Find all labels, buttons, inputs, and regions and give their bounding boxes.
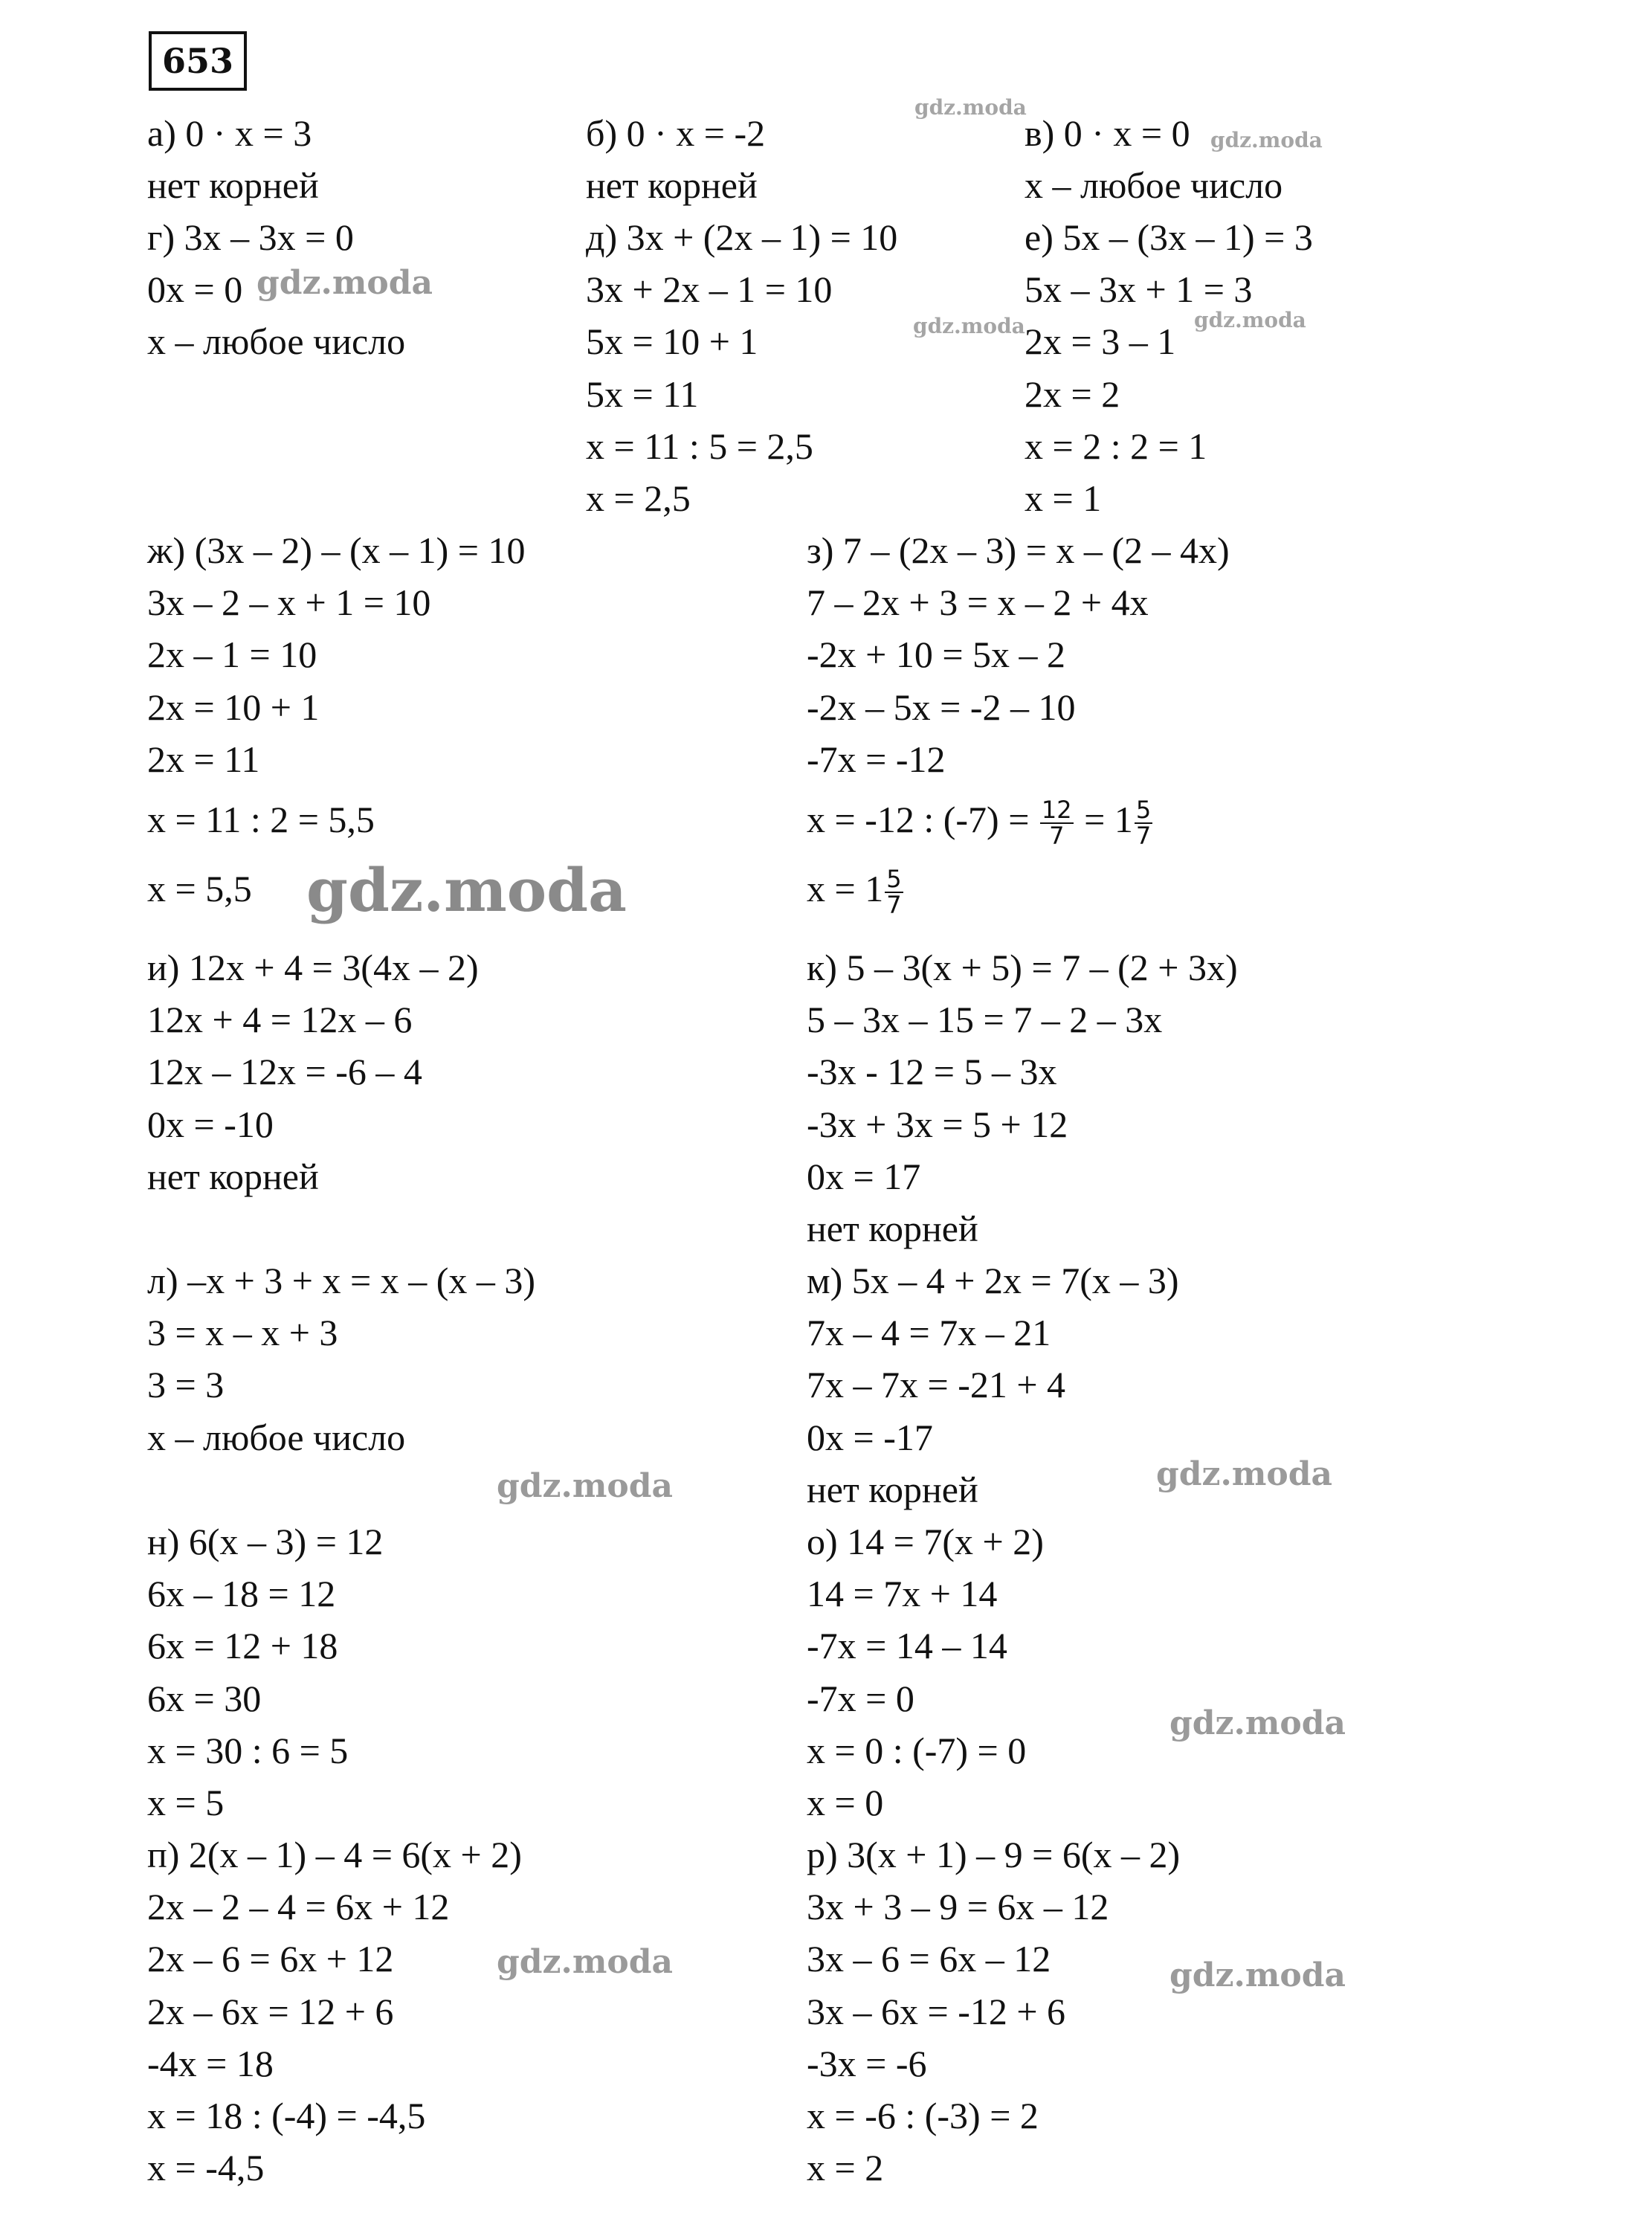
solution-line: 3x – 6 = 6x – 12 <box>807 1938 1051 1980</box>
answer-line: x = 0 <box>807 1781 884 1823</box>
solution-line <box>807 785 1230 854</box>
watermark-logo: gdz.moda <box>497 1467 674 1505</box>
answer-line: нет корней <box>586 164 758 207</box>
solution-line: 3x – 6x = -12 + 6 <box>807 1990 1066 2032</box>
problem-i <box>147 941 479 1202</box>
solution-line: -7x = -12 <box>807 738 946 780</box>
solution-line: 0x = -17 <box>807 1416 933 1458</box>
solution-line: x = -6 : (-3) = 2 <box>807 2094 1039 2136</box>
solution-line: 3 = x – x + 3 <box>147 1312 338 1354</box>
solution-line: x = 18 : (-4) = -4,5 <box>147 2094 426 2136</box>
equation-line: к) 5 – 3(x + 5) = 7 – (2 + 3x) <box>807 947 1238 988</box>
problem-d <box>586 211 897 524</box>
answer-line: x = 5,5 <box>147 867 252 909</box>
answer-line: x = 5 <box>147 1781 225 1823</box>
watermark-logo: gdz.moda <box>914 95 1027 120</box>
fraction <box>885 864 903 920</box>
solution-line: 5 – 3x – 15 = 7 – 2 – 3x <box>807 999 1163 1041</box>
equation-line: з) 7 – (2x – 3) = x – (2 – 4x) <box>807 529 1230 571</box>
answer-line: x – любое число <box>147 320 406 363</box>
solution-line: 7x – 4 = 7x – 21 <box>807 1312 1051 1354</box>
equation-line: л) –x + 3 + x = x – (x – 3) <box>147 1260 535 1301</box>
problem-p <box>147 1829 522 2194</box>
answer-line <box>807 854 1230 924</box>
watermark-logo: gdz.moda <box>306 855 627 925</box>
watermark-logo: gdz.moda <box>1194 308 1306 332</box>
solution-line: 2x – 6x = 12 + 6 <box>147 1990 394 2032</box>
solution-line: 5x – 3x + 1 = 3 <box>1025 268 1253 311</box>
problem-z <box>807 524 1230 924</box>
answer-line: x = 2 <box>807 2147 884 2189</box>
equation-line: д) 3x + (2x – 1) = 10 <box>586 216 898 258</box>
equation-line: н) 6(x – 3) = 12 <box>147 1521 384 1562</box>
solution-line: 3 = 3 <box>147 1364 225 1406</box>
solution-line: x = 11 : 2 = 5,5 <box>147 798 375 840</box>
problem-o <box>807 1515 1044 1829</box>
solution-line: 2x = 2 <box>1025 373 1120 415</box>
solution-line: -3x - 12 = 5 – 3x <box>807 1051 1057 1093</box>
solution-line: -7x = 14 – 14 <box>807 1625 1007 1667</box>
calc-prefix: x = -12 : (-7) = <box>807 798 1030 840</box>
solution-line: -2x – 5x = -2 – 10 <box>807 686 1076 728</box>
equals-sign: = <box>1084 798 1106 840</box>
fraction-denominator: 7 <box>1135 822 1152 851</box>
equation-line: г) 3x – 3x = 0 <box>147 216 354 258</box>
solution-line: 0x = 17 <box>807 1155 921 1197</box>
solution-line: 12x – 12x = -6 – 4 <box>147 1051 422 1093</box>
exercise-number: 653 <box>149 31 247 91</box>
solution-line: 2x = 11 <box>147 738 260 780</box>
solution-line: 6x = 30 <box>147 1677 262 1719</box>
problem-r <box>807 1829 1180 2194</box>
watermark-logo: gdz.moda <box>1169 1956 1346 1994</box>
equation-line: и) 12x + 4 = 3(4x – 2) <box>147 947 479 988</box>
problem-n <box>147 1515 383 1829</box>
solution-line: x = 2 : 2 = 1 <box>1025 425 1207 467</box>
solution-line: 2x – 6 = 6x + 12 <box>147 1938 394 1980</box>
problem-e <box>1025 211 1313 524</box>
solution-line: 3x – 2 – x + 1 = 10 <box>147 582 431 624</box>
whole-part: 1 <box>1114 798 1133 840</box>
solution-line: -7x = 0 <box>807 1677 914 1719</box>
solution-line: -2x + 10 = 5x – 2 <box>807 634 1066 676</box>
solution-line: 3x + 2x – 1 = 10 <box>586 268 833 311</box>
equation-line: е) 5x – (3x – 1) = 3 <box>1025 216 1313 258</box>
answer-line: x – любое число <box>147 1416 406 1458</box>
solution-line: 5x = 10 + 1 <box>586 320 758 363</box>
answer-line: нет корней <box>807 1207 978 1249</box>
solution-line: 3x + 3 – 9 = 6x – 12 <box>807 1886 1109 1928</box>
problem-v <box>1025 107 1282 211</box>
fraction-denominator: 7 <box>1049 822 1065 851</box>
solution-line: -3x + 3x = 5 + 12 <box>807 1103 1068 1145</box>
solution-line: 2x = 10 + 1 <box>147 686 320 728</box>
solution-line: 14 = 7x + 14 <box>807 1573 998 1615</box>
problem-m <box>807 1254 1179 1515</box>
answer-line: нет корней <box>807 1468 978 1510</box>
answer-line: x = 2,5 <box>586 477 691 519</box>
equation-line: п) 2(x – 1) – 4 = 6(x + 2) <box>147 1834 522 1875</box>
solution-line: 2x = 3 – 1 <box>1025 320 1176 363</box>
solution-line: x = 30 : 6 = 5 <box>147 1729 349 1771</box>
answer-line: x – любое число <box>1025 164 1283 207</box>
fraction-numerator: 5 <box>886 864 902 893</box>
solution-line: 7x – 7x = -21 + 4 <box>807 1364 1066 1406</box>
fraction-denominator: 7 <box>886 891 902 920</box>
equation-line: о) 14 = 7(x + 2) <box>807 1521 1044 1562</box>
equation-line: б) 0 · x = -2 <box>586 112 766 154</box>
solution-line: x = 11 : 5 = 2,5 <box>586 425 813 467</box>
answer-line: нет корней <box>147 1155 319 1197</box>
problem-k <box>807 941 1238 1254</box>
problem-l <box>147 1254 535 1463</box>
fraction-numerator: 12 <box>1041 795 1072 824</box>
answer-line: нет корней <box>147 164 319 207</box>
solution-line: 7 – 2x + 3 = x – 2 + 4x <box>807 582 1149 624</box>
watermark-logo: gdz.moda <box>1210 128 1323 152</box>
equation-line: р) 3(x + 1) – 9 = 6(x – 2) <box>807 1834 1181 1875</box>
answer-prefix: x = 1 <box>807 867 884 909</box>
fraction <box>1040 795 1074 851</box>
solution-line: 0x = 0 <box>147 268 243 311</box>
equation-line: а) 0 · x = 3 <box>147 112 312 154</box>
equation-line: м) 5x – 4 + 2x = 7(x – 3) <box>807 1260 1179 1301</box>
solution-line: 6x = 12 + 18 <box>147 1625 338 1667</box>
watermark-logo: gdz.moda <box>913 314 1025 338</box>
equation-line: ж) (3x – 2) – (x – 1) = 10 <box>147 529 526 571</box>
problem-a <box>147 107 319 211</box>
watermark-logo: gdz.moda <box>497 1943 674 1981</box>
answer-line: x = -4,5 <box>147 2147 265 2189</box>
solution-line: 2x – 2 – 4 = 6x + 12 <box>147 1886 450 1928</box>
fraction-numerator: 5 <box>1135 795 1152 824</box>
solution-line: 12x + 4 = 12x – 6 <box>147 999 413 1041</box>
solution-line: -4x = 18 <box>147 2042 274 2084</box>
watermark-logo: gdz.moda <box>1156 1455 1333 1493</box>
watermark-logo: gdz.moda <box>1169 1704 1346 1742</box>
solution-line: 0x = -10 <box>147 1103 274 1145</box>
solution-line: x = 0 : (-7) = 0 <box>807 1729 1027 1771</box>
solution-line: -3x = -6 <box>807 2042 927 2084</box>
solution-line: 2x – 1 = 10 <box>147 634 317 676</box>
watermark-logo: gdz.moda <box>256 264 433 302</box>
answer-line: x = 1 <box>1025 477 1102 519</box>
problem-b <box>586 107 765 211</box>
solution-line: 5x = 11 <box>586 373 699 415</box>
equation-line: в) 0 · x = 0 <box>1025 112 1190 154</box>
solution-line: 6x – 18 = 12 <box>147 1573 336 1615</box>
fraction <box>1135 795 1152 851</box>
